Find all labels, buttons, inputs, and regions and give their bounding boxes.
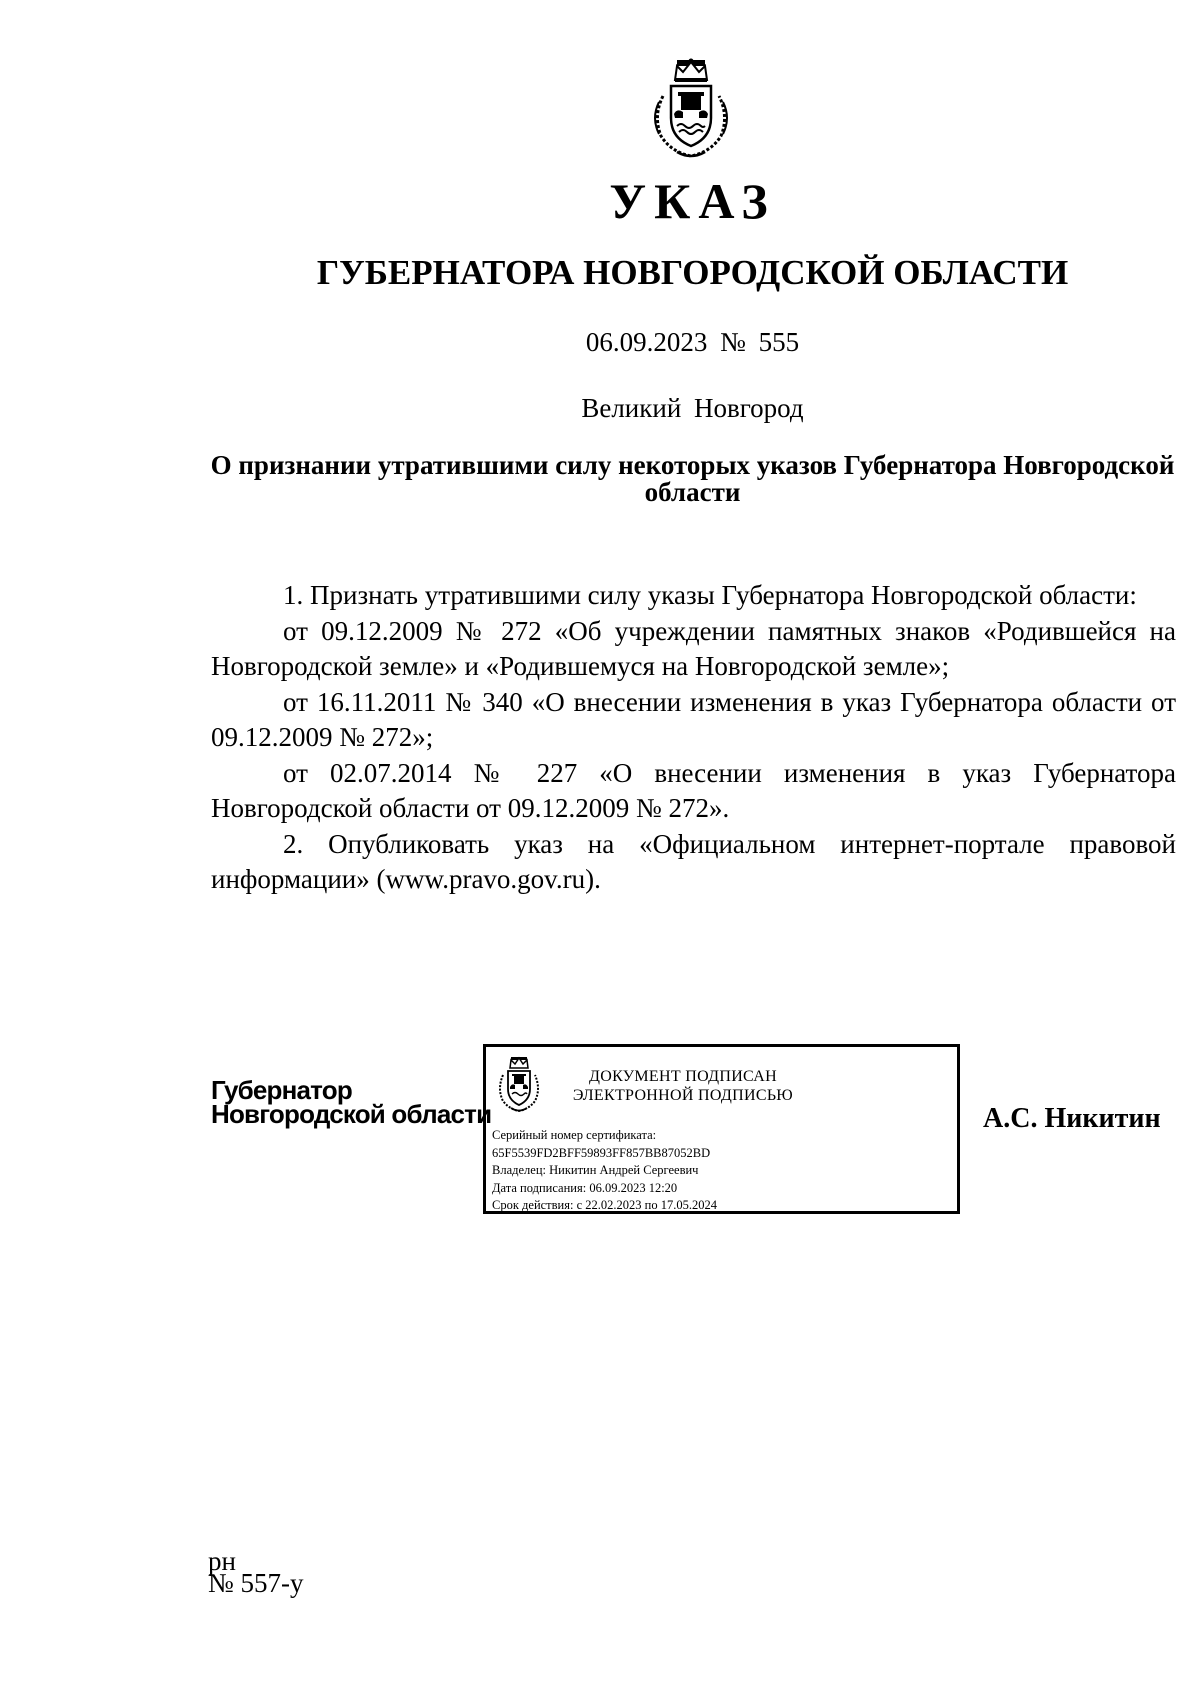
coat-of-arms-icon bbox=[495, 1055, 543, 1113]
body-paragraph: 1. Признать утратившими силу указы Губернатора Новгородской области: bbox=[283, 580, 1137, 610]
city: Великий Новгород bbox=[581, 393, 804, 423]
signer-position-line: Новгородской области bbox=[211, 1099, 492, 1129]
stamp-title-line: ДОКУМЕНТ ПОДПИСАН bbox=[589, 1068, 777, 1085]
body-paragraph: 2. Опубликовать указ на «Официальном интернет-портале правовой информации» (www.pravo.gov.ru). bbox=[211, 828, 1176, 894]
registration-number: № 557-у bbox=[208, 1568, 304, 1598]
decree-subject: О признании утратившими силу некоторых указов Губернатора Новгородской области bbox=[210, 450, 1175, 507]
certificate-serial: 65F5539FD2BFF59893FF857BB87052BD bbox=[492, 1145, 711, 1160]
executor-mark bbox=[208, 1546, 304, 1598]
decree-date: 06.09.2023 bbox=[585, 327, 708, 357]
certificate-owner: Владелец: Никитин Андрей Сергеевич bbox=[492, 1163, 699, 1177]
body-paragraph: от 09.12.2009 № 272 «Об учреждении памятных знаков «Родившейся на Новгородской земле» и «Родившемуся на Новгородской земле»; bbox=[211, 615, 1176, 681]
certificate-label: Серийный номер сертификата: bbox=[492, 1128, 657, 1142]
date-and-number bbox=[0, 326, 1200, 358]
signing-date: Дата подписания: 06.09.2023 12:20 bbox=[492, 1180, 678, 1195]
coat-of-arms-icon bbox=[647, 56, 735, 160]
signer-position-line: Губернатор bbox=[211, 1075, 352, 1105]
electronic-signature-stamp bbox=[483, 1044, 960, 1214]
signer-position bbox=[211, 1075, 492, 1129]
signer-name: А.С. Никитин bbox=[983, 1103, 1161, 1134]
issuer-title: ГУБЕРНАТОРА НОВГОРОДСКОЙ ОБЛАСТИ bbox=[316, 253, 1069, 292]
stamp-title-line: ЭЛЕКТРОННОЙ ПОДПИСЬЮ bbox=[572, 1087, 794, 1104]
number-sign: № bbox=[720, 327, 746, 357]
executor-initials: рн bbox=[208, 1546, 236, 1576]
certificate-details bbox=[492, 1127, 717, 1215]
certificate-validity: Срок действия: с 22.02.2023 по 17.05.2024 bbox=[492, 1198, 717, 1212]
body-paragraph: от 16.11.2011 № 340 «О внесении изменения в указ Губернатора области от 09.12.2009 № 272»; bbox=[211, 686, 1176, 752]
decree-number: 555 bbox=[758, 327, 800, 357]
stamp-title bbox=[568, 1067, 798, 1105]
body-paragraph: от 02.07.2014 № 227 «О внесении изменения в указ Губернатора Новгородской области от 09.12.2009 № 272». bbox=[211, 757, 1176, 823]
document-type-title: УКАЗ bbox=[609, 173, 776, 229]
decree-body bbox=[211, 578, 1176, 898]
